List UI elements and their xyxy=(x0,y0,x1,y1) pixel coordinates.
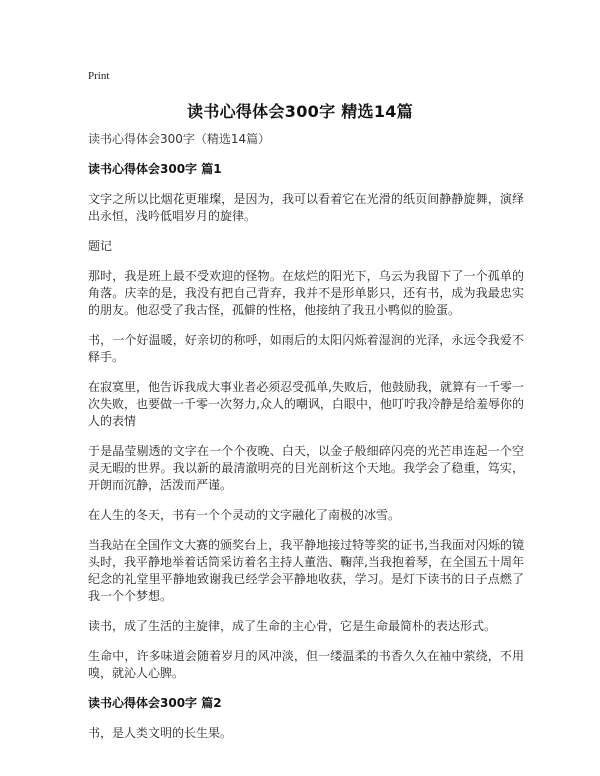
paragraph: 在人生的冬天，书有一个个灵动的文字融化了南极的冰雪。 xyxy=(88,508,401,522)
paragraph: 生命中，许多味道会随着岁月的风冲淡，但一缕温柔的书香久久在袖中萦绕，不用嗅，就沁人心脾。 xyxy=(88,649,524,680)
paragraph: 当我站在全国作文大赛的颁奖台上，我平静地接过特等奖的证书,当我面对闪烁的镜头时，我平静地举着话筒采访着名主持人董浩、鞠萍,当我抱着琴，在全国五十周年纪念的礼堂里平静地致谢我已经学会平静地收获，学习。是灯下读书的日子点燃了我一个个梦想。 xyxy=(88,538,524,603)
paragraph: 文字之所以比烟花更璀璨，是因为，我可以看着它在光滑的纸页间静静旋舞，演绎出永恒，浅吟低唱岁月的旋律。 xyxy=(88,192,524,223)
paragraph: 于是晶莹剔透的文字在一个个夜晚、白天，以金子般细碎闪亮的光芒串连起一个空灵无暇的世界。我以新的最清澈明亮的目光剖析这个天地。我学会了稳重，笃实，开朗而沉静，活泼而严谨。 xyxy=(88,444,524,492)
section-heading: 读书心得体会300字 篇1 xyxy=(88,162,222,176)
section-heading: 读书心得体会300字 篇2 xyxy=(88,696,222,710)
document-body xyxy=(88,131,524,755)
document-subtitle: 读书心得体会300字（精选14篇） xyxy=(88,132,271,146)
paragraph: 书，一个好温暖，好亲切的称呼，如雨后的太阳闪烁着湿润的光泽，永远令我爱不释手。 xyxy=(88,333,524,364)
document-title: 读书心得体会300字 精选14篇 xyxy=(186,102,414,121)
paragraph: 读书，成了生活的主旋律，成了生命的主心骨，它是生命最简朴的表达形式。 xyxy=(88,619,497,633)
paragraph: 那时，我是班上最不受欢迎的怪物。在炫烂的阳光下，乌云为我留下了一个孤单的角落。庆幸的是，我没有把自己背弃，我并不是形单影只，还有书，成为我最忠实的朋友。他忍受了我古怪，孤僻的性格，他接纳了我丑小鸭似的脸蛋。 xyxy=(88,269,524,317)
paragraph: 在寂寞里，他告诉我成大事业者必须忍受孤单,失败后，他鼓励我，就算有一千零一次失败，也要做一千零一次努力,众人的嘲讽，白眼中，他叮咛我冷静是给羞辱你的人的表情 xyxy=(88,380,524,428)
paragraph: 题记 xyxy=(88,239,113,253)
paragraph: 书，是人类文明的长生果。 xyxy=(88,726,233,740)
print-link[interactable]: Print xyxy=(88,70,110,82)
